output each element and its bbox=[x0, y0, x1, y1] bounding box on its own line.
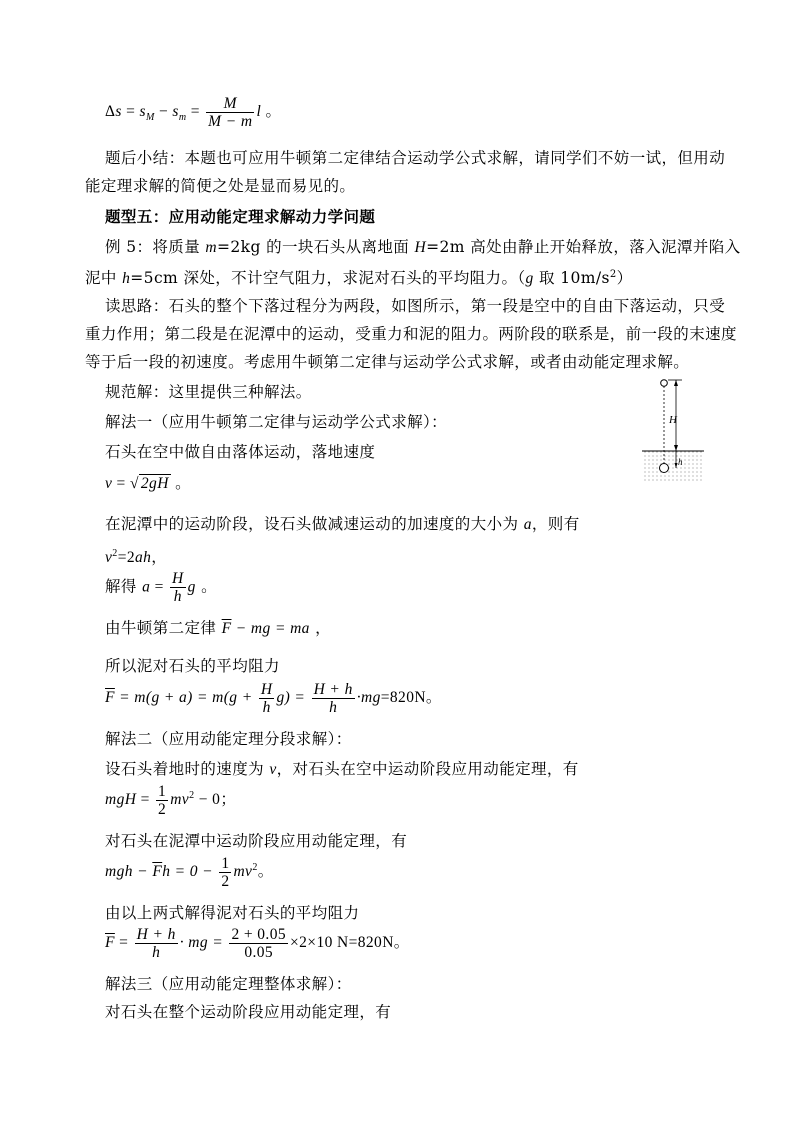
thinking-line-3: 等于后一段的初速度。考虑用牛顿第二定律与运动学公式求解，或者由动能定理求解。 bbox=[85, 353, 690, 371]
method2-title: 解法二（应用动能定理分段求解）： bbox=[105, 730, 352, 748]
var-F-bar: $\overline{F}$ bbox=[152, 863, 163, 881]
text: ） bbox=[616, 269, 633, 288]
equation: mgH bbox=[105, 791, 137, 809]
var-v: v bbox=[105, 475, 113, 492]
text: =2 bbox=[117, 549, 135, 567]
var-a: a bbox=[142, 578, 151, 596]
var-s: s bbox=[172, 103, 179, 121]
text: =5cm 深处，不计空气阻力，求泥对石头的平均阻力。（ bbox=[130, 269, 526, 288]
method1-title: 解法一（应用牛顿第二定律与运动学公式求解）： bbox=[105, 413, 448, 431]
delta-symbol: Δ bbox=[105, 103, 116, 121]
velocity-equation bbox=[105, 473, 191, 495]
numerator: 1 bbox=[158, 783, 167, 800]
delta-s-equation bbox=[105, 95, 281, 130]
numerator: 2 + 0.05 bbox=[231, 926, 287, 943]
thinking-line-2: 重力作用；第二段是在泥潭中的运动，受重力和泥的阻力。两阶段的联系是，前一段的末速度 bbox=[85, 325, 737, 343]
var-g: g bbox=[187, 578, 196, 596]
newton-second-law-line bbox=[105, 617, 331, 640]
equation: g) = bbox=[276, 689, 310, 707]
energy-equation-1 bbox=[105, 783, 236, 818]
eq-sign: = bbox=[150, 578, 168, 596]
superscript: 2 bbox=[112, 548, 118, 559]
denominator: h bbox=[329, 699, 338, 716]
period: 。 bbox=[261, 103, 282, 121]
var-h: h bbox=[122, 270, 131, 288]
denominator: h bbox=[173, 588, 182, 605]
method1-line-2 bbox=[105, 513, 580, 536]
var-s: s bbox=[115, 103, 122, 121]
denominator: M − m bbox=[208, 113, 253, 130]
v-squared-equation bbox=[105, 543, 167, 569]
fraction-H-over-h bbox=[170, 570, 186, 605]
equation: mv bbox=[233, 863, 253, 881]
text: 在泥潭中的运动阶段，设石头做减速运动的加速度的大小为 bbox=[105, 515, 524, 533]
text: 解得 bbox=[105, 577, 143, 596]
result: =820N。 bbox=[380, 689, 442, 707]
numerator: H + h bbox=[136, 926, 176, 943]
radicand: 2gH bbox=[140, 475, 169, 492]
solve-a-equation bbox=[105, 570, 217, 605]
text: 设石头着地时的速度为 bbox=[105, 760, 270, 778]
fraction-one-half bbox=[219, 855, 231, 890]
var-m: m bbox=[205, 239, 218, 256]
resistance-equation-2 bbox=[105, 926, 410, 961]
method1-line-1: 石头在空中做自由落体运动，落地速度 bbox=[105, 443, 376, 461]
equation: = m(g + a) = m(g + bbox=[114, 689, 257, 707]
method3-line-1: 对石头在整个运动阶段应用动能定理，有 bbox=[105, 1003, 392, 1021]
text: =2m 高处由静止开始释放，落入泥潭并陷入 bbox=[426, 238, 741, 256]
minus-sign: − bbox=[154, 103, 173, 121]
period: 。 bbox=[257, 863, 274, 881]
sqrt-sign: √ bbox=[129, 475, 139, 492]
sub-M: M bbox=[145, 112, 155, 124]
semicolon: ； bbox=[220, 791, 237, 809]
var-a: a bbox=[523, 516, 532, 533]
var-F-bar: $\overline{F}$ bbox=[221, 620, 232, 637]
energy-equation-2 bbox=[105, 855, 274, 890]
denominator: h bbox=[262, 699, 271, 716]
equation: ·mg bbox=[356, 689, 381, 707]
text: 取 10m/s bbox=[533, 269, 610, 288]
stone-bottom-icon bbox=[660, 464, 669, 473]
numerator: H + h bbox=[313, 681, 353, 698]
label-h: h bbox=[678, 457, 683, 467]
period: 。 bbox=[195, 577, 217, 596]
equation: mgh − bbox=[105, 863, 153, 881]
arrow-up-icon bbox=[674, 380, 678, 386]
example5-line-1 bbox=[105, 236, 741, 259]
method2-line-1 bbox=[105, 758, 579, 781]
denominator: 2 bbox=[221, 873, 230, 890]
text: 例 5：将质量 bbox=[105, 238, 206, 256]
equation: h = 0 − bbox=[162, 863, 218, 881]
comma: ， bbox=[309, 619, 332, 637]
fraction-H-over-h bbox=[259, 681, 275, 716]
var-H: H bbox=[414, 239, 427, 256]
text: 泥中 bbox=[85, 269, 123, 288]
numerator: H bbox=[172, 570, 184, 587]
var-l: l bbox=[256, 103, 262, 121]
numerator: H bbox=[260, 681, 273, 698]
var-s: s bbox=[139, 103, 146, 121]
text: ，对石头在空中运动阶段应用动能定理，有 bbox=[276, 760, 579, 778]
superscript: 2 bbox=[252, 861, 258, 873]
superscript: 2 bbox=[609, 269, 617, 280]
summary-line-2: 能定理求解的简便之处是显而易见的。 bbox=[85, 177, 356, 195]
average-resistance-line: 所以泥对石头的平均阻力 bbox=[105, 657, 280, 675]
denominator: 2 bbox=[158, 801, 167, 818]
thinking-line-1: 读思路：石头的整个下落过程分为两段，如图所示，第一段是空中的自由下落运动，只受 bbox=[105, 297, 726, 315]
method2-line-3: 由以上两式解得泥对石头的平均阻力 bbox=[105, 904, 360, 922]
period: 。 bbox=[170, 475, 191, 492]
fraction-Hh-over-h bbox=[312, 681, 355, 716]
falling-stone-figure bbox=[640, 375, 706, 487]
equation: · mg = bbox=[179, 934, 228, 952]
summary-line-1: 题后小结：本题也可应用牛顿第二定律结合运动学公式求解，请同学们不妨一试，但用动 bbox=[105, 149, 726, 167]
method2-line-2: 对石头在泥潭中运动阶段应用动能定理，有 bbox=[105, 832, 408, 850]
example5-line-2 bbox=[85, 264, 633, 290]
var-v: v bbox=[269, 761, 277, 778]
mud-region bbox=[642, 451, 704, 483]
fraction-numeric bbox=[229, 926, 288, 961]
eq-sign: = bbox=[112, 475, 130, 492]
text: 由牛顿第二定律 bbox=[105, 619, 222, 637]
equation: − mg = ma bbox=[231, 620, 310, 637]
result: ×2×10 N=820N。 bbox=[290, 934, 410, 952]
comma: ， bbox=[151, 549, 168, 567]
text: =2kg 的一块石头从离地面 bbox=[217, 238, 415, 256]
method3-title: 解法三（应用动能定理整体求解）： bbox=[105, 975, 352, 993]
var-F-bar: $\overline{F}$ bbox=[105, 934, 115, 952]
resistance-equation-1 bbox=[105, 681, 442, 716]
numerator: M bbox=[206, 95, 254, 113]
denominator: h bbox=[152, 944, 161, 961]
eq-sign: = bbox=[121, 103, 140, 121]
fraction-one-half bbox=[156, 783, 168, 818]
superscript: 2 bbox=[189, 789, 195, 801]
stone-top-icon bbox=[661, 380, 668, 387]
var-v: v bbox=[105, 549, 113, 567]
equation: mv bbox=[170, 791, 190, 809]
eq-sign: = bbox=[136, 791, 155, 809]
standard-solution-intro: 规范解：这里提供三种解法。 bbox=[105, 383, 312, 401]
var-F-bar: $\overline{F}$ bbox=[105, 689, 115, 707]
var-g: g bbox=[525, 270, 534, 288]
section-heading: 题型五：应用动能定理求解动力学问题 bbox=[105, 208, 376, 226]
fraction-M-over-M-m bbox=[206, 95, 254, 130]
var-ah: ah bbox=[134, 549, 152, 567]
eq-sign: = bbox=[186, 103, 205, 121]
fraction-Hh-over-h bbox=[135, 926, 178, 961]
label-H: H bbox=[669, 414, 677, 426]
denominator: 0.05 bbox=[244, 944, 274, 961]
arrow-down-icon bbox=[674, 445, 678, 451]
numerator: 1 bbox=[221, 855, 230, 872]
eq-sign: = bbox=[114, 934, 133, 952]
equation: − 0 bbox=[194, 791, 221, 809]
sub-m: m bbox=[178, 112, 187, 124]
text: ，则有 bbox=[531, 515, 580, 533]
